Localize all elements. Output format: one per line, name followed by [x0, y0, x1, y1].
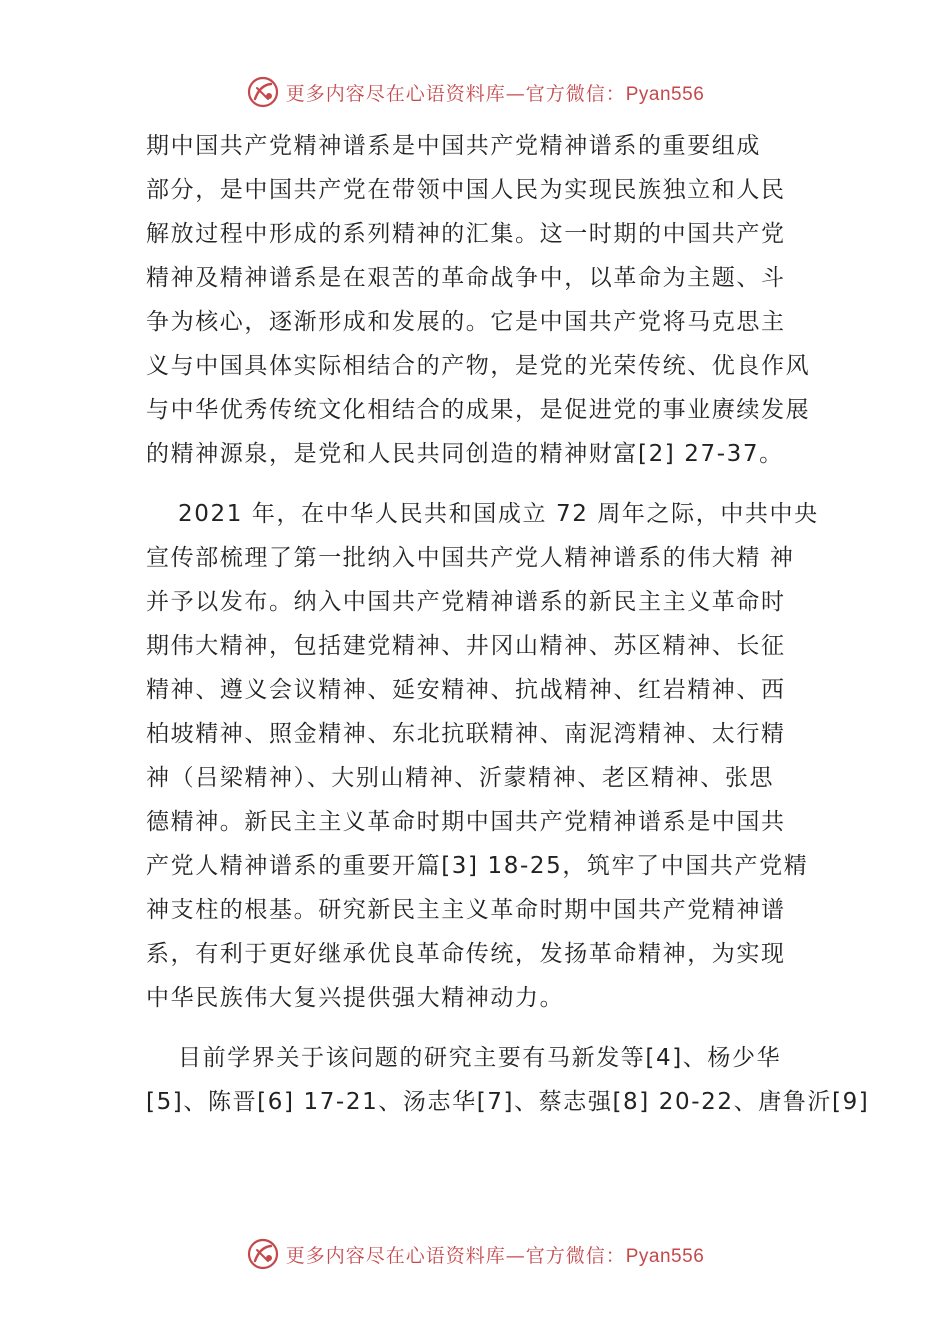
stamp-logo-icon: [246, 1237, 280, 1271]
paragraph: [146, 492, 826, 1020]
text-line: 2021 年，在中华人民共和国成立 72 周年之际，中共中央: [178, 501, 819, 527]
header-watermark: [0, 70, 950, 114]
text-line: 精神、遵义会议精神、延安精神、抗战精神、红岩精神、西: [146, 677, 786, 703]
footer-watermark: [0, 1232, 950, 1276]
text-line: 期中国共产党精神谱系是中国共产党精神谱系的重要组成: [146, 133, 761, 159]
paragraph: [146, 1036, 870, 1124]
stamp-logo-icon: [246, 75, 280, 109]
text-line: 与中华优秀传统文化相结合的成果，是促进党的事业赓续发展: [146, 397, 811, 423]
text-line: 期伟大精神，包括建党精神、井冈山精神、苏区精神、长征: [146, 633, 786, 659]
text-line: 精神及精神谱系是在艰苦的革命战争中，以革命为主题、斗: [146, 265, 786, 291]
text-line: 产党人精神谱系的重要开篇[3] 18-25，筑牢了中国共产党精: [146, 853, 809, 879]
text-line: 宣传部梳理了第一批纳入中国共产党人精神谱系的伟大精 神: [146, 545, 795, 571]
paragraph-spacer: [146, 1020, 826, 1036]
text-line: 柏坡精神、照金精神、东北抗联精神、南泥湾精神、太行精: [146, 721, 786, 747]
paragraph: [146, 124, 826, 476]
text-line: [5]、陈晋[6] 17-21、汤志华[7]、蔡志强[8] 20-22、唐鲁沂[9]: [146, 1089, 870, 1115]
document-body: [146, 124, 870, 1124]
text-line: 义与中国具体实际相结合的产物，是党的光荣传统、优良作风: [146, 353, 811, 379]
text-line: 中华民族伟大复兴提供强大精神动力。: [146, 985, 565, 1011]
text-line: 系，有利于更好继承优良革命传统，发扬革命精神，为实现: [146, 941, 786, 967]
text-line: 的精神源泉，是党和人民共同创造的精神财富[2] 27-37。: [146, 441, 784, 467]
paragraph-spacer: [146, 476, 826, 492]
watermark-text: 更多内容尽在心语资料库—官方微信：Pyan556: [285, 1244, 705, 1267]
text-line: 争为核心，逐渐形成和发展的。它是中国共产党将马克思主: [146, 309, 786, 335]
text-line: 神支柱的根基。研究新民主主义革命时期中国共产党精神谱: [146, 897, 786, 923]
text-line: 神（吕梁精神）、大别山精神、沂蒙精神、老区精神、张思: [146, 765, 775, 791]
text-line: 目前学界关于该问题的研究主要有马新发等[4]、杨少华: [178, 1045, 782, 1071]
watermark-text: 更多内容尽在心语资料库—官方微信：Pyan556: [285, 82, 705, 105]
text-line: 解放过程中形成的系列精神的汇集。这一时期的中国共产党: [146, 221, 786, 247]
text-line: 部分，是中国共产党在带领中国人民为实现民族独立和人民: [146, 177, 786, 203]
text-line: 并予以发布。纳入中国共产党精神谱系的新民主主义革命时: [146, 589, 786, 615]
text-line: 德精神。新民主主义革命时期中国共产党精神谱系是中国共: [146, 809, 786, 835]
